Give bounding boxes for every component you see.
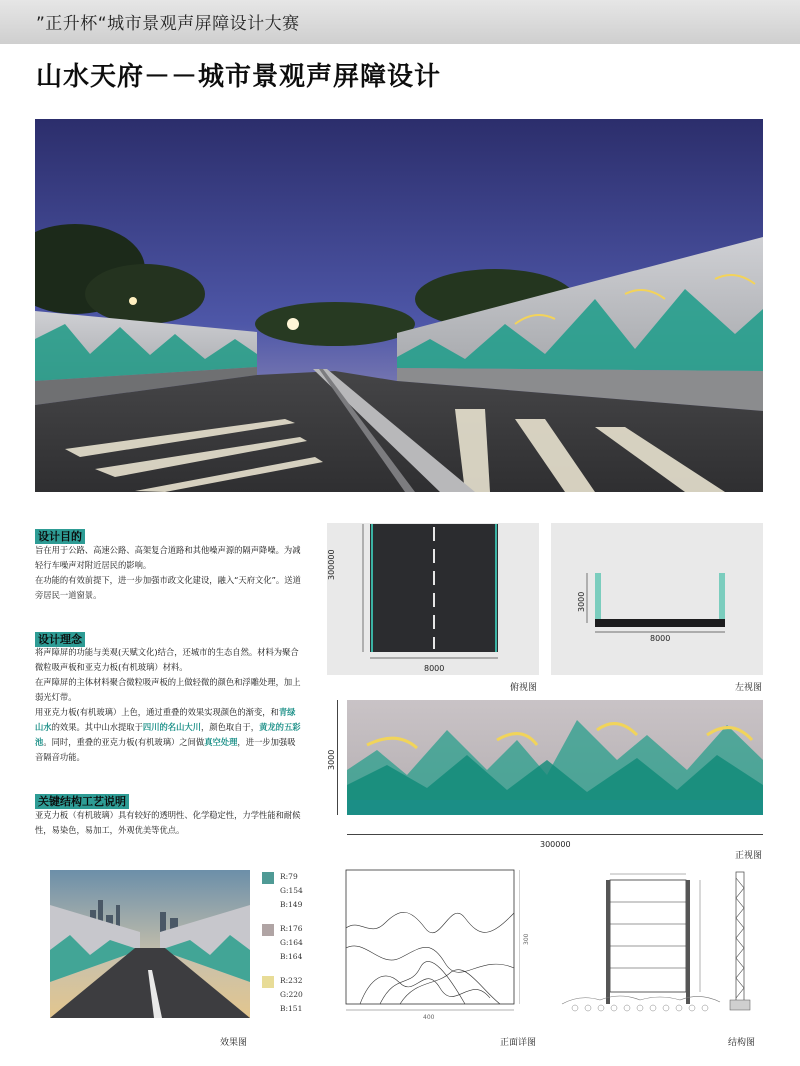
highlight-text: 青绿山水 xyxy=(35,707,296,732)
concept-text-run: 。同时，重叠的亚克力板(有机玻璃）之间做 xyxy=(43,737,205,747)
front-view-caption: 正视图 xyxy=(735,851,763,861)
front-view-height-dim: 3000 xyxy=(327,749,336,770)
color-values-mauve xyxy=(280,922,303,964)
highlight-text: 真空处理 xyxy=(204,737,238,747)
top-view-height-dim: 300000 xyxy=(327,549,336,580)
concept-text xyxy=(35,645,303,765)
purpose-paragraph: 旨在用于公路、高速公路、高架复合道路和其他噪声源的隔声降噪。为减轻行车噪声对附近居民的影响。 xyxy=(35,545,301,570)
section-heading-purpose: 设计目的 xyxy=(35,529,85,544)
concept-text-run: 的效果。其中山水提取于 xyxy=(51,722,143,732)
color-r: R:232 xyxy=(280,976,303,985)
structure-drawing xyxy=(560,868,770,1018)
highlight-text: 四川的名山大川 xyxy=(142,722,201,732)
concept-paragraph: 将声障屏的功能与美观(天赋文化)结合，还城市的生态自然。材料为聚合微粒吸声板和亚克力板(有机玻璃）材料。 xyxy=(35,647,299,672)
page-title: 山水天府－－城市景观声屏障设计 xyxy=(36,62,442,92)
color-values-yellow xyxy=(280,974,303,1016)
front-detail-drawing xyxy=(340,868,520,1013)
structure-paragraph: 亚克力板（有机玻璃）具有较好的透明性、化学稳定性，力学性能和耐候性，易染色，易加工，外观优美等优点。 xyxy=(35,810,301,835)
color-values-teal xyxy=(280,870,303,912)
concept-text-run: 用亚克力板(有机玻璃）上色，通过重叠的效果实现颜色的渐变，和 xyxy=(35,707,279,717)
structure-caption: 结构图 xyxy=(728,1038,756,1048)
top-view-panel xyxy=(327,523,539,675)
color-swatch-yellow xyxy=(262,976,274,988)
section-heading-structure: 关键结构工艺说明 xyxy=(35,794,129,809)
purpose-text xyxy=(35,543,303,603)
effect-caption: 效果图 xyxy=(220,1038,248,1048)
front-view-width-dim: 300000 xyxy=(540,840,571,849)
top-view-caption: 俯视图 xyxy=(510,683,538,693)
hero-night-rendering xyxy=(35,119,763,492)
concept-rich-paragraph xyxy=(35,705,303,765)
color-r: R:79 xyxy=(280,872,298,881)
left-view-height-dim: 3000 xyxy=(577,591,586,612)
front-view-panel xyxy=(347,700,763,815)
concept-text-run: ，进一步加强吸音隔音功能。 xyxy=(35,737,296,762)
color-g: G:154 xyxy=(280,886,303,895)
front-detail-height-dim: 300 xyxy=(523,933,530,945)
color-g: G:164 xyxy=(280,938,303,947)
front-view-width-line xyxy=(347,834,763,835)
effect-rendering xyxy=(50,870,250,1018)
color-swatch-mauve xyxy=(262,924,274,936)
left-view-caption: 左视图 xyxy=(735,683,763,693)
front-view-height-line xyxy=(337,700,338,815)
color-b: B:151 xyxy=(280,1004,303,1013)
section-heading-concept: 设计理念 xyxy=(35,632,85,647)
competition-title: ”正升杯“城市景观声屏障设计大赛 xyxy=(36,14,300,34)
concept-text-run: ，颜色取自于， xyxy=(200,722,260,732)
highlight-text: 黄龙的五彩池 xyxy=(35,722,301,747)
color-g: G:220 xyxy=(280,990,303,999)
structure-text xyxy=(35,808,303,838)
front-detail-caption: 正面详图 xyxy=(500,1038,537,1048)
color-b: B:149 xyxy=(280,900,303,909)
left-view-width-dim: 8000 xyxy=(650,634,671,643)
color-swatch-teal xyxy=(262,872,274,884)
front-detail-width-dim: 400 xyxy=(423,1014,435,1021)
top-view-width-dim: 8000 xyxy=(424,664,445,673)
color-b: B:164 xyxy=(280,952,303,961)
color-r: R:176 xyxy=(280,924,303,933)
purpose-paragraph: 在功能的有效前提下，进一步加强市政文化建设，融入“天府文化”。送道旁居民一道窗景。 xyxy=(35,575,301,600)
concept-paragraph: 在声障屏的主体材料聚合微粒吸声板的上做轻微的颜色和浮雕处理，加上弱光灯带。 xyxy=(35,677,301,702)
